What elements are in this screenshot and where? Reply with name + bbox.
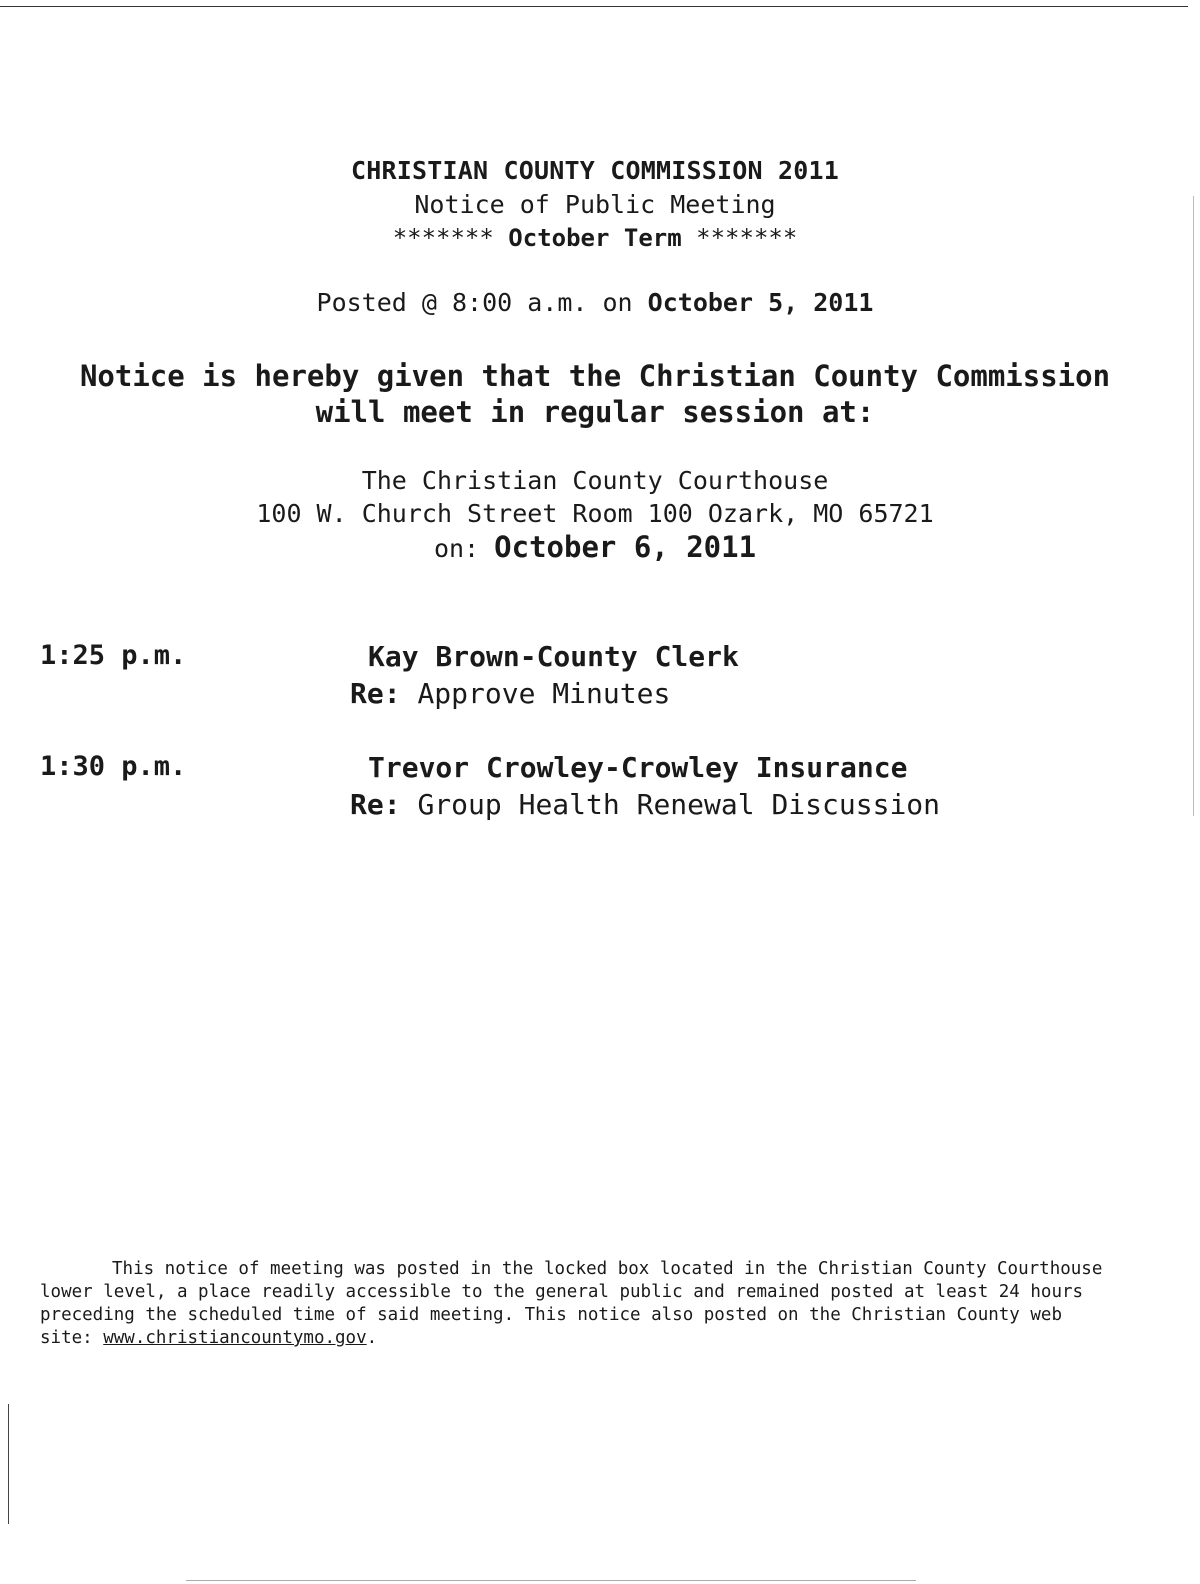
agenda-item-1-time: 1:25 p.m. (40, 640, 187, 671)
posted-prefix: Posted @ 8:00 a.m. on (316, 288, 633, 317)
agenda-item-1-re-label: Re: (350, 677, 401, 710)
agenda-item-1-presenter: Kay Brown-County Clerk (368, 640, 739, 673)
scan-left-edge-mark (8, 1404, 9, 1524)
term-name: October Term (508, 224, 682, 252)
agenda-item-1-re-text: Approve Minutes (417, 677, 671, 710)
posted-line (0, 288, 1190, 317)
footnote-line-1-text: This notice of meeting was posted in the locked box located in the Christian County Courthouse (112, 1259, 1103, 1279)
notice-line-1: Notice is hereby given that the Christian County Commission (79, 359, 1111, 393)
meeting-date-line (0, 530, 1190, 564)
footnote-line-1 (40, 1258, 1140, 1281)
scan-bottom-border (186, 1580, 916, 1581)
agenda-item-2-re-label: Re: (350, 788, 401, 821)
scan-right-edge-mark (1193, 196, 1194, 816)
meeting-date: October 6, 2011 (494, 530, 757, 564)
term-asterisks-left: ******* (392, 224, 494, 252)
term-asterisks-right: ******* (696, 224, 798, 252)
document-title: CHRISTIAN COUNTY COMMISSION 2011 (350, 156, 840, 185)
notice-line-2: will meet in regular session at: (315, 395, 875, 429)
scan-top-border (0, 6, 1188, 7)
venue-address: 100 W. Church Street Room 100 Ozark, MO 65721 (256, 499, 934, 528)
agenda-item-2-subject (350, 788, 940, 821)
document-subtitle: Notice of Public Meeting (414, 190, 776, 219)
notice-statement (0, 358, 1190, 430)
posting-footnote (40, 1258, 1140, 1350)
footnote-period: . (366, 1328, 378, 1348)
meeting-date-label: on: (433, 534, 480, 563)
agenda-item-2-re-text: Group Health Renewal Discussion (417, 788, 941, 821)
agenda-item-2-time: 1:30 p.m. (40, 751, 187, 782)
footnote-site-label: site: (40, 1328, 93, 1348)
footnote-line-2: lower level, a place readily accessible to the general public and remained posted at least 24 hours (40, 1282, 1084, 1302)
footnote-line-4 (40, 1327, 1140, 1350)
venue-name: The Christian County Courthouse (361, 466, 829, 495)
venue-block (0, 464, 1190, 530)
website-link[interactable]: www.christiancountymo.gov (103, 1328, 367, 1348)
agenda-item-2-presenter: Trevor Crowley-Crowley Insurance (368, 751, 908, 784)
posted-date: October 5, 2011 (647, 288, 874, 317)
agenda-item-1-subject (350, 677, 670, 710)
footnote-line-3: preceding the scheduled time of said meeting. This notice also posted on the Christian County web (40, 1305, 1062, 1325)
term-line (0, 224, 1190, 252)
